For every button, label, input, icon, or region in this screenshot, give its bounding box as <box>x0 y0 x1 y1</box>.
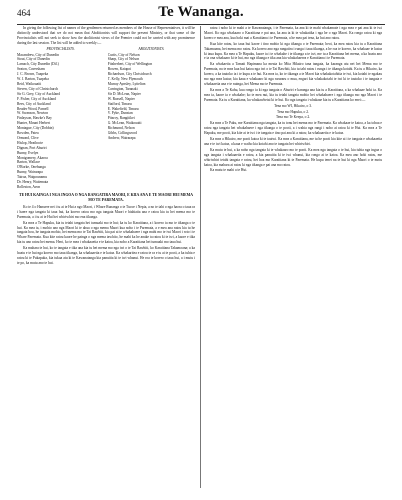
provincialist-name: W. Swanson, Newton <box>17 111 49 116</box>
provincialist-name: F. Fisher, City of Auckland <box>17 96 56 101</box>
provincialist-name: Hislop, Heathcote <box>17 140 43 145</box>
column-divider <box>200 26 201 488</box>
provincialist-name: O'Rorke, Onehunga <box>17 165 46 170</box>
abolitionist-name: Carrington, Taranaki <box>107 86 138 91</box>
provincialist-name: Seaton, Caversham <box>17 67 45 72</box>
provincialist-name: W. J. Barton, Tuapeka <box>17 77 49 82</box>
abolitionist-name: Curtis, City of Nelson <box>107 52 140 57</box>
abolitionist-name: V. Pyke, Dunstan <box>107 111 133 116</box>
provincialist-name: Macandrew, City of Dunedin <box>17 52 59 57</box>
provincialist-name: Reader Wood, Parnell <box>17 106 49 111</box>
article-paragraph: ratou i noho ki te mahi a te Kawanatanga, i te Paremata, ka ana ki te mahi whakamate i nga mea e pai ana ki te iwi Maori. Ko nga whakaaro o Karaitiana e pai ana, ka ana ia ki te whakatika i nga he o nga Maori. Ka rongo ratou ki nga korero e mea ana, kua hoki mai a Karaitiana i te Paremata, a he mea pai tena, ka hui ano ratou. <box>204 26 382 40</box>
article-paragraph: Ka mutu te mahi a te Hui. <box>210 168 248 173</box>
vote-line: Tena mo Te Keepa, o 2. <box>275 115 311 120</box>
provincialist-name: Ormond, Clive <box>17 135 39 140</box>
vote-line: Tena mo Hapuku, o 2. <box>277 109 309 114</box>
article-paragraph: Ka mea a Hikairo, me pooti katoa ki te tauiwi. Ka mea a Karaitiana, me tu he pooti kia kite ai i te tangata e whakaaetia ana e te iwi katoa, a kaua e waiho kia kotahi ano te tangata hei whiriwhiri. <box>204 137 382 146</box>
abolitionist-name: Fitzherbert, City of Wellington <box>107 62 153 67</box>
abolitionist-name: E. Wakefield, Timaru <box>107 106 139 111</box>
provincialist-name: Montgomery, Akaroa <box>17 155 48 160</box>
abolitionist-name: T. Kelly, New Plymouth <box>107 77 143 82</box>
abolitionist-name: Pitzroy, Rangitikei <box>107 116 135 121</box>
left-column <box>17 26 195 267</box>
provincialist-name: Dignan, Port Ahuriri <box>17 145 47 150</box>
provincialist-name: Larnach, City Dunedin (Dil.) <box>17 62 59 67</box>
article-paragraph: Ka mea a Te Hapuku, kia tu tetahi tangata hei tumuaki mo te hui; ka tu ko Karaitiana, a i korero ia mo te tikanga o te hui. Ka mea ia, i mohio ano nga Maori ki te ahua o nga mema Maori kua noho i te Paremata, a e mea ana ratou kia tu he tangata hou, he tangata mohio, hei mema mo te Tai Rawhiti, kia pai ai te whakahaere i nga mahi mo te iwi Maori i roto i te Whare Paremata. Kua kite ratou kaore he painga o nga mema tawhito, he mahi ka he anake ta ratou ki te iwi, a kaore e tika kia tu ano ratou hei mema. Heoi, ko te mea i whakaaetia e te katoa, kia noho a Karaitiana hei tumuaki mo taua hui. <box>17 220 195 245</box>
abolitionist-name: W. Russell, Napier <box>107 96 135 101</box>
provincialists-heading: PROVINCIALISTS. <box>46 46 75 51</box>
article-paragraph: Kua kite ratou, ko taua hui kaore i tino mohio ki nga tikanga o te Paremata; heoi, ka mea ratou kia tu a Karaitiana Takamoana, hei mema mo ratou. Ka korero ano nga rangatira i runga i taua tikanga, a he roa te korero, ka whakaae te katoa ki taua kupu. Ka mea a Te Hapuku, kaore ia i te whakahe i te tikanga a te iwi, me tu a Karaitiana hei mema, a ka hoatu ano e ia ona whakaaro ki te hui, mo nga tikanga e tika ana kia whakahaerea e Karaitiana i te Paremata. <box>204 41 382 61</box>
abolitionists-heading: ABOLITIONISTS. <box>138 46 165 51</box>
abolitionist-name: Sir D. McLean, Napier <box>107 91 141 96</box>
provincialist-name: Steven, City of Christchurch <box>17 86 59 91</box>
abolitionist-name: Andrew, Wairarapa <box>107 135 136 140</box>
article-paragraph: Ko te 4 o Hanuere nei i tu ai te Hui a ngo Maori, i Whare Runanga o te Tuoce i Nepia, a no te tahi o nga haora o taua ra i haere nga tangata ki taua hui, ka korero ratou mo nga tangata Maori e hiahiatia ana e ratou kia tu hei mema mo te Paremata, a i tu ai te Hui hei whiriwhiri mo ena tikanga. <box>17 204 195 219</box>
provincialist-name: Bunny, Wairarapa <box>17 170 43 175</box>
abolitionist-name: Richmond, Nelson <box>107 126 135 131</box>
abolitionist-name: Murray Aynsley, Lyttelton <box>107 81 146 86</box>
right-column <box>204 26 382 174</box>
article-heading: TE HUI KAINGA I NGA INGOA O NGA RANGATIRA MAORI, E KIIA ANA E TE MAORI HEI MEMA MO TE PAREMATA. <box>19 192 193 202</box>
page-header <box>17 4 385 24</box>
provincialist-name: Stout, City of Dunedin <box>17 57 50 62</box>
provincialist-name: Bunny, Evelyn <box>17 150 39 155</box>
header-rule <box>17 24 385 25</box>
intro-paragraph: In giving the following list of names of the gentlemen returned as members of the House of Representatives, it will be distinctly understood that we do not mean that Abolitionists will support the present Ministry, or that some of the Provincialists will not seek to show how the abolitionist views of the Premier could not be carried with any prominence during the last session. The list will be added to weekly:— <box>17 26 195 45</box>
provincialist-name: Hunter, Mount Herbert <box>17 121 51 126</box>
abolitionist-name: G. McLean, Waikouaiti <box>107 121 142 126</box>
article-paragraph: Ka mahara te hui, ko te tangata e tika ana kia tu hei mema mo nga iwi o te Tai Rawhiti, ko Karaitiana Takamoana; a ka hoatu e te hui nga korero mo taua tikanga, ka whakaaetia e te katoa. Ka whakaritea e ratou te ra e tu ai te pooti, a ka tuhia e ratou ki te Pukapuka, kia tukua atu ki te Kawanatanga kia panuitia ki te iwi whanui. He roa te korero o taua hui, a i mutu i te po, ka mutu ano te hui. <box>17 246 195 265</box>
article-paragraph: Ka mutu te hui, a ka noho nga tangata ki te whakaaro mo te pooti. Ka mea nga tangata o te hui, kia tuhia nga ingoa o nga tangata i whakaaetia e ratou, a kia panuitia ki te iwi whanui, kia rongo ai te katoa. Ka mea ano hoki ratou, me whiriwhiri tetahi tangata e ratou, hei hoa mo Karaitiana ki te Paremata. He kupu tenei na te hui ki nga Maori o te motu katoa, kia mahara ai ratou ki nga tikanga e pai ana mo ratou. <box>204 147 382 167</box>
vote-line: Tena mo WI, Hikairo, o 3. <box>274 103 312 108</box>
article-paragraph: Ka whakaetia a Tamati Hapimana ka meaia ko Mita Hikairo tana tangata, ka karanga atu nei hei Mema mo te Paremata, na te mea kua hui katoa nga iwi o te Tai Rawhiti, kia tu tahi ratou i runga i te tikanga kotahi. Ka tu a Hikairo, ka korero, a ka tautoko ia i te kupu a te hui. Ka mea ia, ko te tikanga a te Maori kia whakakotahitia te iwi, kia kotahi te ngakau mo nga mea katoa; kia kaua e whakaaro ki nga raruraru o mua, engari kia whakakotahi te iwi ki te tautoko i te tangata e whakaaetia ana e te nuinga, hei Mema mo te Paremata. <box>204 62 382 86</box>
abolitionist-name: Gibbs, Collingwood <box>107 131 137 136</box>
provincialist-name: Sir G. Grey, City of Auckland <box>17 91 60 96</box>
provincialist-name: Montague, City (Dobbin) <box>17 126 54 131</box>
abolitionists-list <box>108 47 195 190</box>
abolitionist-name: Bowen, Kaiapoi <box>107 67 132 72</box>
article-paragraph: Ka mea a Te Paku, me Karaitiana nga tangata, ka tu tonu hei mema mo te Paremata. Ka whakaae te katoa, a ka tohua e ratou nga tangata hei whakahaere i nga tikanga o te pooti, a i wahia nga rangi i noho ai ratou ki te Hui. Ka mea a Te Hapuku, me pooti, kia kite ai te iwi i te tangata e tino pai ana ki a ratou; ka whakaaetia e te katoa. <box>204 121 382 136</box>
abolitionist-name: Stafford, Timaru <box>107 101 132 106</box>
article-paragraph: Ka mea a Te Kahu, kua rongo ia ki nga tangata o Ahuriri e karanga ana kia tu a Karaitiana, a ka whakaae hoki ia. Ka mea ia, kaore ia e whakahe; ko te mea nui, kia tu tetahi tangata mohio hei whakahaere i nga tikanga mo nga Maori i te Paremata. Ka tu a Karaitiana, ka whakawhetai ki te hui. Ko nga tangata i whakaae kia tu a Karaitiana ko enei:— <box>204 87 382 102</box>
provincialists-list <box>17 47 104 190</box>
page-title: Te Wananga. <box>158 4 244 20</box>
provincialist-name: Dr. Henry, Waitemata <box>17 180 49 185</box>
provincialist-name: Bowden, Patea <box>17 131 39 136</box>
page-number: 464 <box>17 8 31 18</box>
provincialist-name: Rees, City of Auckland <box>17 101 51 106</box>
abolitionist-name: Richardson, City Christchurch <box>107 72 152 77</box>
member-lists <box>17 47 195 190</box>
provincialist-name: Finlayson, Hawke's Bay <box>17 116 52 121</box>
provincialist-name: Barton, Wallace <box>17 160 40 165</box>
provincialist-name: Rolleston, Avon <box>17 185 41 189</box>
provincialist-name: Reid, Waikouaiti <box>17 81 42 86</box>
provincialist-name: Tairoa, Waipounamu <box>17 175 47 180</box>
abolitionist-name: Sharp, City of Nelson <box>107 57 140 62</box>
provincialist-name: J. C. Brown, Tuapeka <box>17 72 49 77</box>
